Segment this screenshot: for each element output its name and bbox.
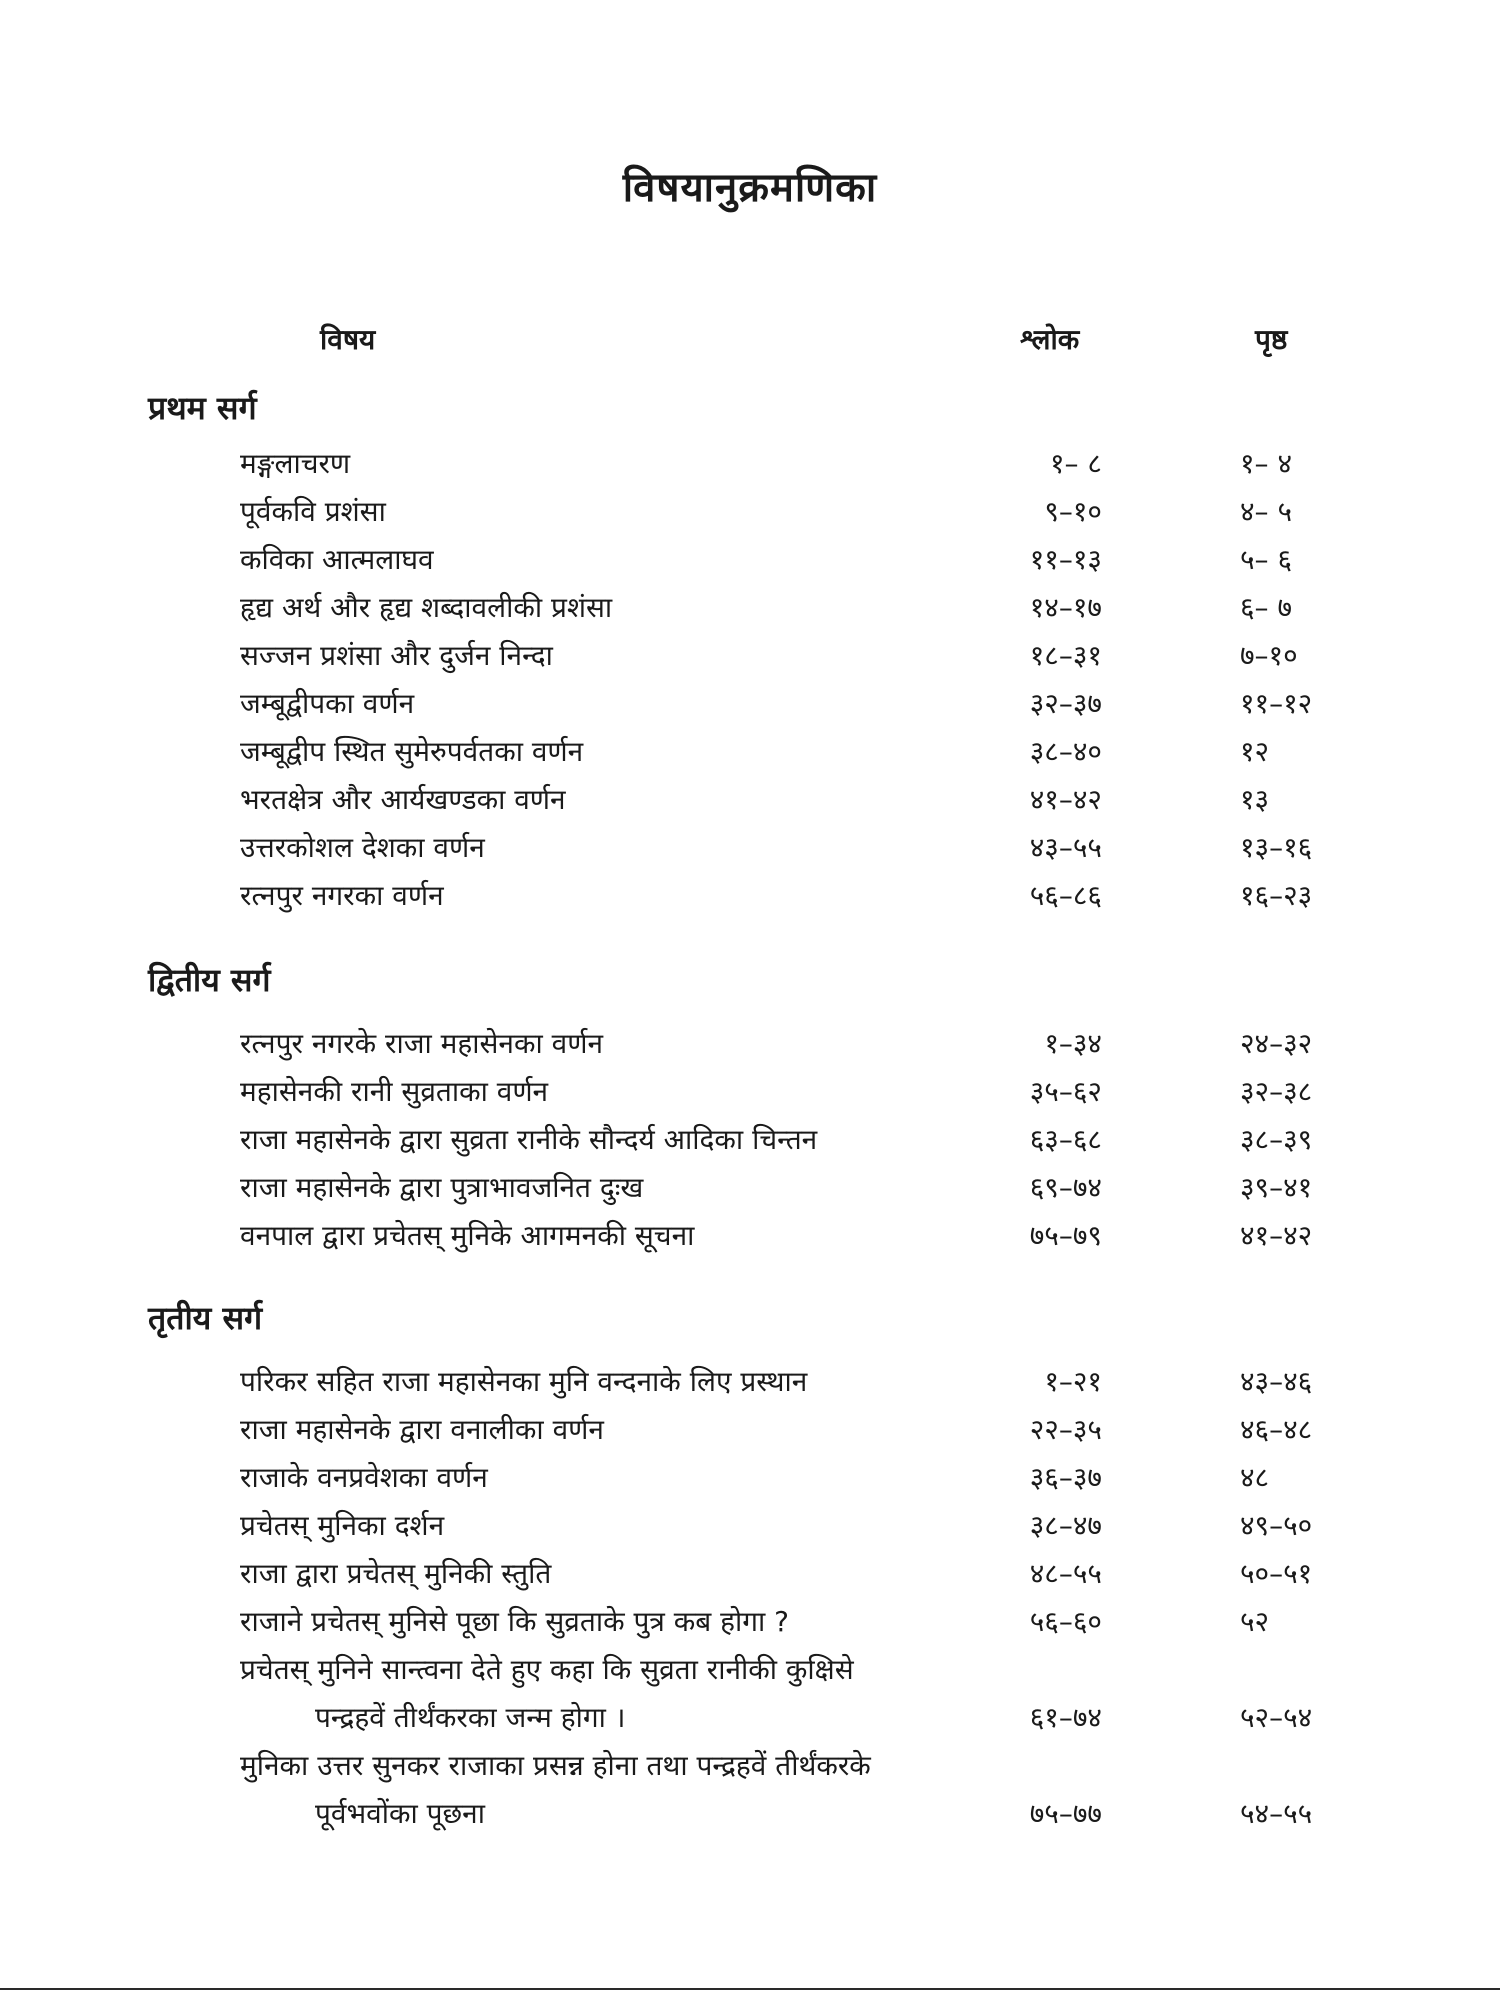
- toc-subject: राजाने प्रचेतस् मुनिसे पूछा कि सुव्रताके पुत्र कब होगा ?: [240, 1605, 790, 1638]
- toc-subject: पूर्वकवि प्रशंसा: [240, 495, 386, 528]
- toc-page: ६– ७: [1240, 591, 1293, 624]
- toc-page: ५– ६: [1240, 543, 1293, 576]
- column-header-page: पृष्ठ: [1255, 323, 1288, 356]
- toc-row: [0, 876, 1500, 920]
- toc-page: ४१–४२: [1240, 1219, 1313, 1252]
- toc-shloka: ११–१३: [1029, 543, 1102, 576]
- toc-page: ४३–४६: [1240, 1365, 1313, 1398]
- toc-row: [0, 1168, 1500, 1212]
- toc-subject: मुनिका उत्तर सुनकर राजाका प्रसन्न होना तथा पन्द्रहवें तीर्थंकरके: [240, 1749, 871, 1782]
- toc-row-continued: [0, 1794, 1500, 1838]
- toc-shloka: १४–१७: [1029, 591, 1102, 624]
- toc-subject: जम्बूद्वीप स्थित सुमेरुपर्वतका वर्णन: [240, 735, 584, 768]
- column-header-subject: विषय: [320, 323, 376, 356]
- toc-page: ५२–५४: [1240, 1701, 1313, 1734]
- toc-row: [0, 780, 1500, 824]
- toc-row: [0, 1362, 1500, 1406]
- toc-page: ३२–३८: [1240, 1075, 1313, 1108]
- toc-subject: राजा महासेनके द्वारा पुत्राभावजनित दुःख: [240, 1171, 644, 1204]
- toc-page: १२: [1240, 735, 1270, 768]
- toc-page: ११–१२: [1240, 687, 1313, 720]
- toc-shloka: १–२१: [1044, 1365, 1102, 1398]
- toc-page: ४६–४८: [1240, 1413, 1313, 1446]
- toc-subject: प्रचेतस् मुनिने सान्त्वना देते हुए कहा कि सुव्रता रानीकी कुक्षिसे: [240, 1653, 854, 1686]
- toc-shloka: ५६–६०: [1029, 1605, 1102, 1638]
- toc-page: १३–१६: [1240, 831, 1313, 864]
- toc-page: १६–२३: [1240, 879, 1313, 912]
- toc-subject: रत्नपुर नगरके राजा महासेनका वर्णन: [240, 1027, 603, 1060]
- toc-shloka: २२–३५: [1029, 1413, 1102, 1446]
- toc-page: ४– ५: [1240, 495, 1293, 528]
- toc-page: २४–३२: [1240, 1027, 1313, 1060]
- toc-row: [0, 492, 1500, 536]
- toc-shloka: ४८–५५: [1029, 1557, 1102, 1590]
- toc-shloka: ४१–४२: [1029, 783, 1102, 816]
- toc-shloka: १–३४: [1044, 1027, 1102, 1060]
- toc-subject: राजा महासेनके द्वारा सुव्रता रानीके सौन्दर्य आदिका चिन्तन: [240, 1123, 818, 1156]
- toc-row: [0, 636, 1500, 680]
- toc-shloka: ५६–८६: [1029, 879, 1102, 912]
- toc-row: [0, 588, 1500, 632]
- toc-shloka: ६३–६८: [1029, 1123, 1102, 1156]
- toc-subject: राजा द्वारा प्रचेतस् मुनिकी स्तुति: [240, 1557, 552, 1590]
- toc-row: [0, 1410, 1500, 1454]
- toc-row: [0, 828, 1500, 872]
- column-header-shloka: श्लोक: [1020, 323, 1080, 356]
- toc-page: १– ४: [1240, 447, 1293, 480]
- toc-row-continued: [0, 1698, 1500, 1742]
- toc-row: [0, 1216, 1500, 1260]
- toc-page: १३: [1240, 783, 1270, 816]
- toc-row: [0, 1650, 1500, 1694]
- toc-row: [0, 732, 1500, 776]
- toc-row: [0, 1072, 1500, 1116]
- toc-shloka: १८–३१: [1029, 639, 1102, 672]
- toc-subject: मङ्गलाचरण: [240, 447, 351, 480]
- section-title-2: द्वितीय सर्ग: [148, 961, 271, 999]
- toc-row: [0, 1024, 1500, 1068]
- toc-shloka: ६९–७४: [1029, 1171, 1102, 1204]
- toc-shloka: ३८–४०: [1029, 735, 1102, 768]
- toc-shloka: ३६–३७: [1029, 1461, 1102, 1494]
- page-title: विषयानुक्रमणिका: [622, 165, 878, 211]
- page-bottom-rule: [0, 1988, 1500, 1990]
- toc-row: [0, 1746, 1500, 1790]
- toc-subject: रत्नपुर नगरका वर्णन: [240, 879, 444, 912]
- toc-row: [0, 684, 1500, 728]
- toc-row: [0, 540, 1500, 584]
- toc-shloka: ९–१०: [1044, 495, 1102, 528]
- toc-page: ४९–५०: [1240, 1509, 1313, 1542]
- toc-shloka: ७५–७९: [1029, 1219, 1102, 1252]
- toc-page: ५२: [1240, 1605, 1270, 1638]
- toc-shloka: ३८–४७: [1029, 1509, 1102, 1542]
- toc-subject-continued: पन्द्रहवें तीर्थंकरका जन्म होगा ।: [315, 1701, 626, 1734]
- toc-shloka: ३२–३७: [1029, 687, 1102, 720]
- toc-row: [0, 1506, 1500, 1550]
- toc-shloka: ३५–६२: [1029, 1075, 1102, 1108]
- toc-row: [0, 1602, 1500, 1646]
- toc-page: ५०–५१: [1240, 1557, 1313, 1590]
- toc-subject: भरतक्षेत्र और आर्यखण्डका वर्णन: [240, 783, 566, 816]
- toc-row: [0, 1120, 1500, 1164]
- section-title-1: प्रथम सर्ग: [148, 389, 257, 427]
- toc-subject: जम्बूद्वीपका वर्णन: [240, 687, 415, 720]
- toc-subject-continued: पूर्वभवोंका पूछना: [315, 1797, 485, 1830]
- toc-subject: हृद्य अर्थ और हृद्य शब्दावलीकी प्रशंसा: [240, 591, 613, 624]
- toc-page: ३९–४१: [1240, 1171, 1313, 1204]
- toc-page: ५४–५५: [1240, 1797, 1313, 1830]
- toc-subject: प्रचेतस् मुनिका दर्शन: [240, 1509, 445, 1542]
- toc-page: ३८–३९: [1240, 1123, 1313, 1156]
- toc-subject: राजाके वनप्रवेशका वर्णन: [240, 1461, 488, 1494]
- toc-row: [0, 1458, 1500, 1502]
- toc-row: [0, 1554, 1500, 1598]
- toc-subject: परिकर सहित राजा महासेनका मुनि वन्दनाके लिए प्रस्थान: [240, 1365, 808, 1398]
- section-title-3: तृतीय सर्ग: [148, 1299, 263, 1337]
- toc-row: [0, 444, 1500, 488]
- toc-shloka: ४३–५५: [1029, 831, 1102, 864]
- toc-subject: महासेनकी रानी सुव्रताका वर्णन: [240, 1075, 549, 1108]
- toc-shloka: ७५–७७: [1029, 1797, 1102, 1830]
- toc-subject: सज्जन प्रशंसा और दुर्जन निन्दा: [240, 639, 553, 672]
- toc-subject: राजा महासेनके द्वारा वनालीका वर्णन: [240, 1413, 604, 1446]
- toc-subject: कविका आत्मलाघव: [240, 543, 434, 576]
- toc-subject: वनपाल द्वारा प्रचेतस् मुनिके आगमनकी सूचना: [240, 1219, 695, 1252]
- toc-shloka: ६१–७४: [1029, 1701, 1102, 1734]
- toc-subject: उत्तरकोशल देशका वर्णन: [240, 831, 485, 864]
- toc-page: ४८: [1240, 1461, 1270, 1494]
- toc-page: ७–१०: [1240, 639, 1298, 672]
- toc-shloka: १– ८: [1049, 447, 1102, 480]
